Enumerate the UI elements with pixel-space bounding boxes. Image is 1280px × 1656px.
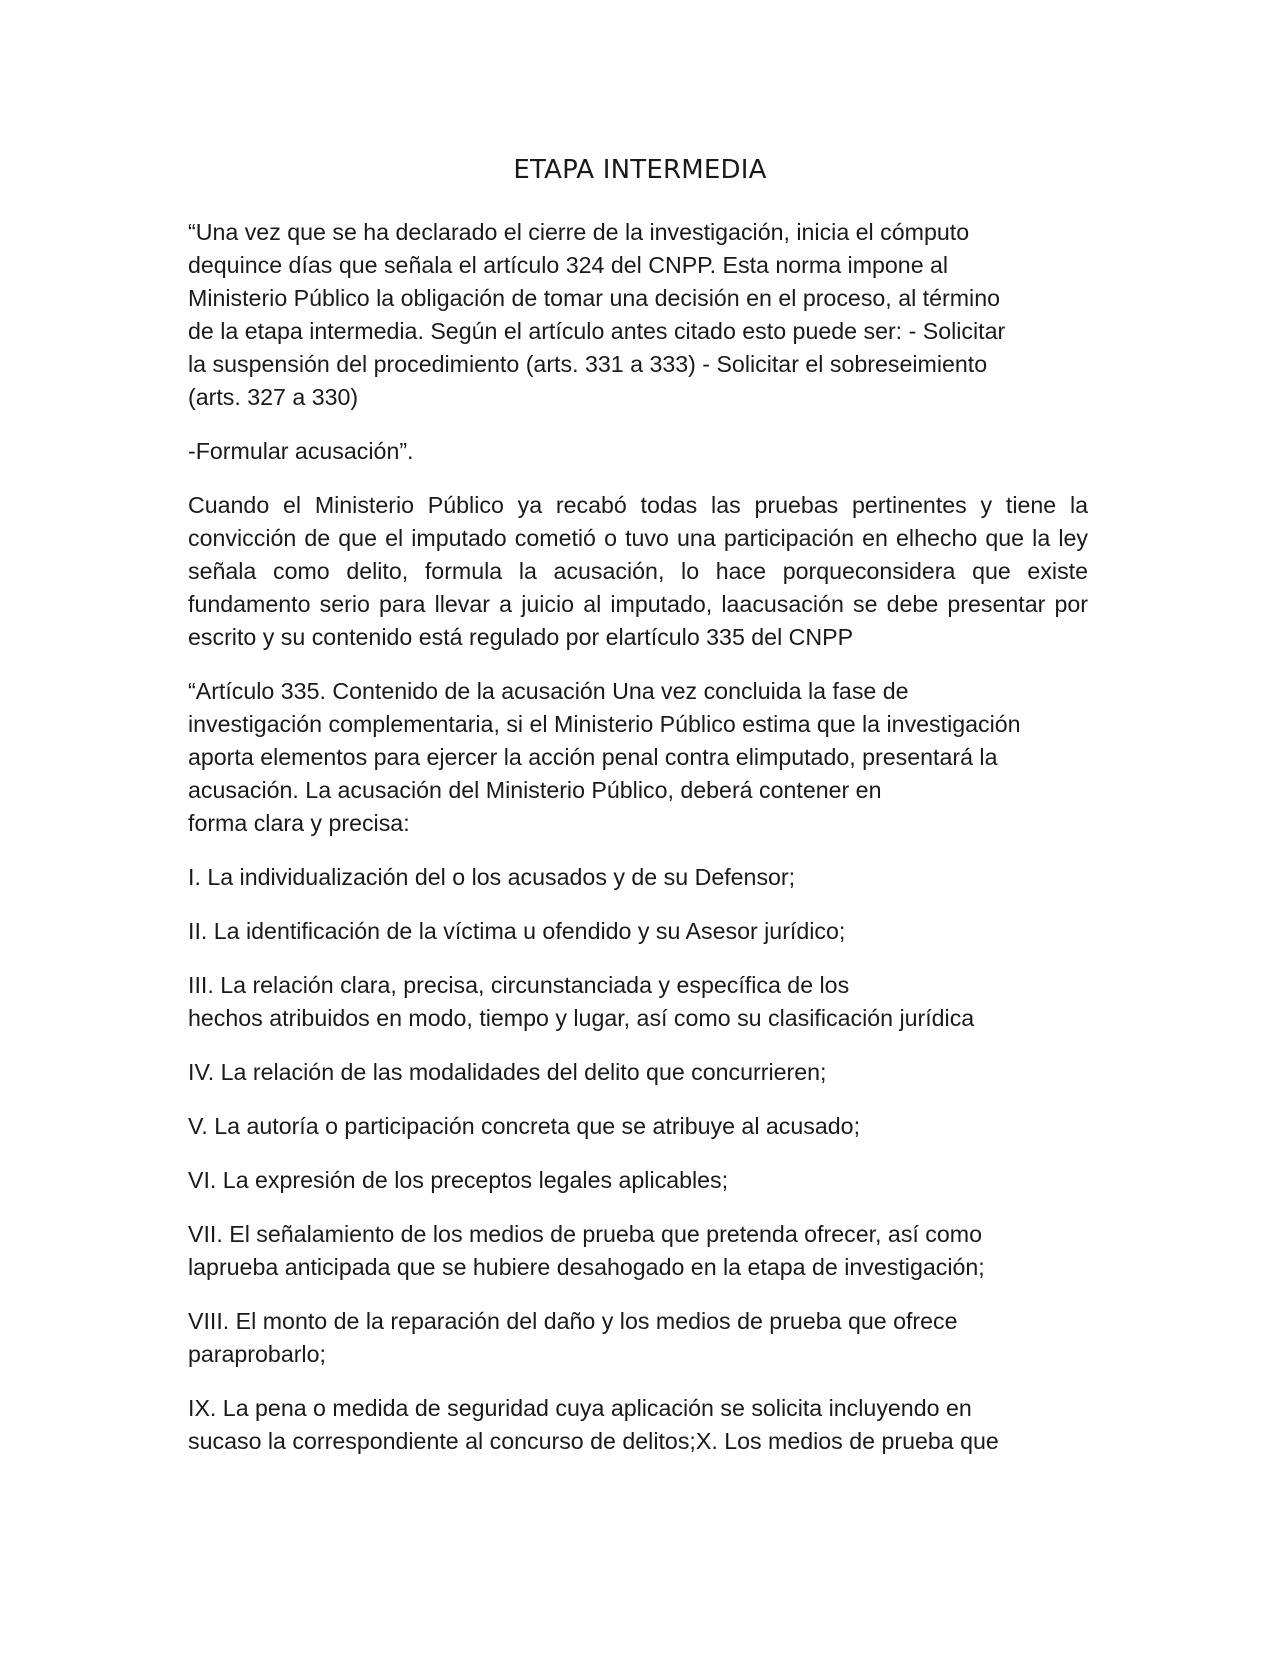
paragraph-formular-acusacion: -Formular acusación”. bbox=[188, 438, 414, 464]
list-item-ix: IX. La pena o medida de seguridad cuya aplicación se solicita incluyendo en sucaso la correspondiente al concurso de delitos;X. Los medios de prueba que bbox=[188, 1395, 999, 1454]
paragraph-intro-quote: “Una vez que se ha declarado el cierre de la investigación, inicia el cómputo dequince días que señala el artículo 324 del CNPP. Esta norma impone al Ministerio Público la obligación de tomar una decisión en el proceso, al término de la etapa intermedia. Según el artículo antes citado esto puede ser: - Solicitar la suspensión del procedimiento (arts. 331 a 333) - Solicitar el sobreseimiento (arts. 327 a 330) bbox=[188, 219, 1006, 410]
list-item-vii: VII. El señalamiento de los medios de prueba que pretenda ofrecer, así como laprueba anticipada que se hubiere desahogado en la etapa de investigación; bbox=[188, 1221, 985, 1280]
list-item-viii: VIII. El monto de la reparación del daño y los medios de prueba que ofrece paraprobarlo; bbox=[188, 1308, 958, 1367]
list-item-iii: III. La relación clara, precisa, circunstanciada y específica de los hechos atribuidos en modo, tiempo y lugar, así como su clasificación jurídica bbox=[188, 972, 975, 1031]
list-item-vi: VI. La expresión de los preceptos legales aplicables; bbox=[188, 1167, 729, 1193]
list-item-v: V. La autoría o participación concreta que se atribuye al acusado; bbox=[188, 1113, 861, 1139]
paragraph-articulo-335: “Artículo 335. Contenido de la acusación Una vez concluida la fase de investigación complementaria, si el Ministerio Público estima que la investigación aporta elementos para ejercer la acción penal contra elimputado, presentará la acusación. La acusación del Ministerio Público, deberá contener en forma clara y precisa: bbox=[188, 678, 1021, 836]
list-item-ii: II. La identificación de la víctima u ofendido y su Asesor jurídico; bbox=[188, 918, 846, 944]
document-title: ETAPA INTERMEDIA bbox=[513, 155, 767, 185]
list-item-iv: IV. La relación de las modalidades del delito que concurrieren; bbox=[188, 1059, 827, 1085]
paragraph-ministerio-publico: Cuando el Ministerio Público ya recabó todas las pruebas pertinentes y tiene la convicción de que el imputado cometió o tuvo una participación en elhecho que la ley señala como delito, formula la acusación, lo hace porqueconsidera que existe fundamento serio para llevar a juicio al imputado, laacusación se debe presentar por escrito y su contenido está regulado por elartículo 335 del CNPP bbox=[188, 492, 1088, 650]
list-item-i: I. La individualización del o los acusados y de su Defensor; bbox=[188, 864, 796, 890]
document-body bbox=[188, 216, 1088, 1479]
